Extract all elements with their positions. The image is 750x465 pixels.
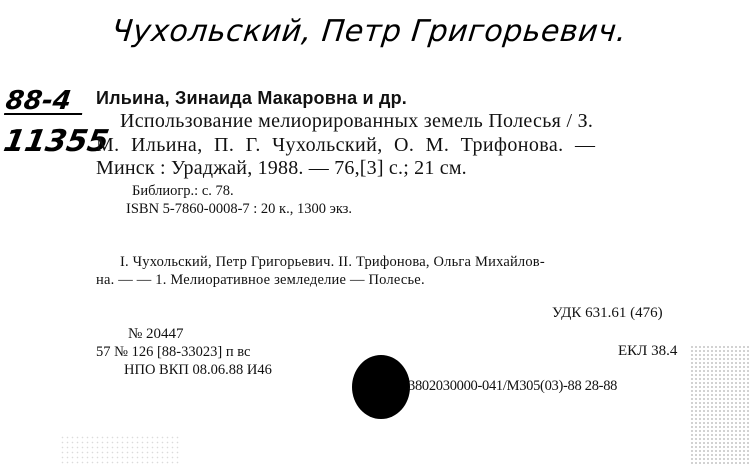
added-entries-line-2: на. — — 1. Мелиоративное земледелие — Полесье. [96, 272, 425, 288]
ekl-code: ЕКЛ 38.4 [618, 343, 678, 359]
order-line: 57 № 126 [88-33023] п вс [96, 344, 251, 360]
added-entries-line-1: I. Чухольский, Петр Григорьевич. II. Трифонова, Ольга Михайлов- [120, 254, 545, 270]
isbn-line: ISBN 5-7860-0008-7 : 20 к., 1300 экз. [126, 201, 353, 217]
author-line: Ильина, Зинаида Макаровна и др. [96, 88, 407, 108]
bibliography-note: Библиогр.: с. 78. [132, 183, 234, 199]
scan-noise-right [690, 345, 750, 465]
title-line-2: М. Ильина, П. Г. Чухольский, О. М. Трифонова. — [96, 134, 596, 156]
title-line-1: Использование мелиорированных земель Полесья / З. [120, 110, 594, 132]
card-number: № 20447 [128, 326, 184, 342]
inventory-number: 11355 [0, 124, 112, 159]
shelf-mark [4, 86, 86, 115]
catalog-code: 3802030000-041/М305(03)-88 28-88 [408, 378, 618, 394]
npo-line: НПО ВКП 08.06.88 И46 [124, 362, 272, 378]
handwritten-heading: Чухольский, Петр Григорьевич. [110, 14, 629, 49]
udk-code: УДК 631.61 (476) [552, 305, 663, 321]
punch-hole [352, 355, 410, 419]
shelf-mark-text: 88-4 [3, 86, 74, 116]
scan-noise-bottom [60, 435, 180, 465]
title-line-3: Минск : Ураджай, 1988. — 76,[3] с.; 21 см. [96, 157, 467, 179]
